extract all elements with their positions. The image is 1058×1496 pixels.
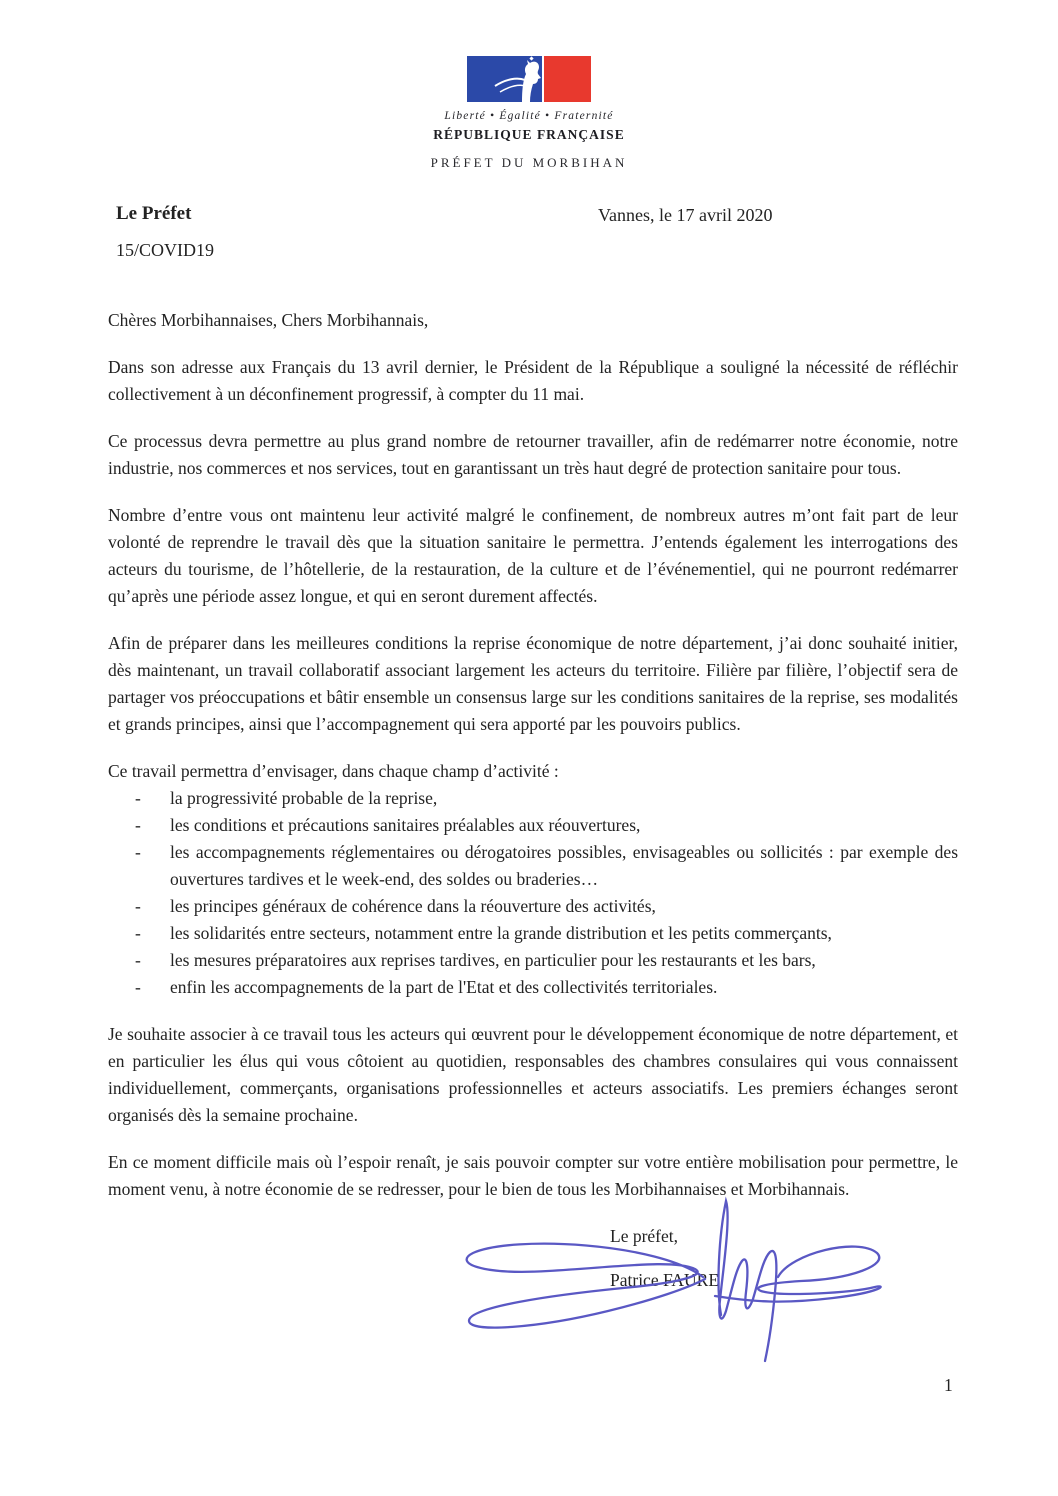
- list-item: [108, 812, 958, 839]
- list-item: [108, 974, 958, 1001]
- bullet-marker: -: [135, 950, 141, 971]
- bullet-marker: -: [135, 896, 141, 917]
- bullet-marker: -: [135, 923, 141, 944]
- republic-text: RÉPUBLIQUE FRANÇAISE: [433, 126, 625, 142]
- republique-francaise-marianne-logo-icon: [467, 56, 591, 107]
- list-item: [108, 947, 958, 974]
- letter-meta: [0, 203, 1058, 261]
- salutation: Chères Morbihannaises, Chers Morbihannais,: [108, 310, 429, 331]
- letterhead: [0, 0, 1058, 171]
- list-intro: Ce travail permettra d’envisager, dans chaque champ d’activité :: [108, 761, 559, 782]
- list-item: [108, 785, 958, 812]
- paragraph: Je souhaite associer à ce travail tous les acteurs qui œuvrent pour le développement économique de notre département, et en particulier les élus qui vous côtoient au quotidien, responsables des chambres consulaires qui vous connaissent individuellement, commerçants, organisations professionnelles et acteurs associatifs. Les premiers échanges seront organisés dès la semaine prochaine.: [108, 1024, 958, 1126]
- reference-number: 15/COVID19: [116, 240, 214, 261]
- list-item-text: les accompagnements réglementaires ou dérogatoires possibles, envisageables ou sollicités : par exemple des ouvertures tardives et le week-end, des soldes ou braderies…: [170, 842, 958, 890]
- bullet-marker: -: [135, 815, 141, 836]
- motto-text: Liberté • Égalité • Fraternité: [444, 110, 614, 123]
- place-date: Vannes, le 17 avril 2020: [598, 205, 773, 226]
- signer-name: Patrice FAURE: [610, 1270, 720, 1291]
- list-item-text: les principes généraux de cohérence dans la réouverture des activités,: [170, 896, 656, 917]
- bullet-marker: -: [135, 788, 141, 809]
- signature-block: [108, 1223, 958, 1398]
- list-item: [108, 893, 958, 920]
- list-item-text: la progressivité probable de la reprise,: [170, 788, 438, 809]
- prefecture-text: PRÉFET DU MORBIHAN: [430, 155, 628, 171]
- list-item: [108, 920, 958, 947]
- bullet-marker: -: [135, 842, 141, 863]
- list-item-text: les conditions et précautions sanitaires préalables aux réouvertures,: [170, 815, 641, 836]
- paragraph: En ce moment difficile mais où l’espoir renaît, je sais pouvoir compter sur votre entière mobilisation pour permettre, le moment venu, à notre économie de se redresser, pour le bien de tous les Morbihannaises et Morbihannais.: [108, 1152, 958, 1200]
- list-item-text: les mesures préparatoires aux reprises tardives, en particulier pour les restaurants et les bars,: [170, 950, 816, 971]
- paragraph: Nombre d’entre vous ont maintenu leur activité malgré le confinement, de nombreux autres m’ont fait part de leur volonté de reprendre le travail dès que la situation sanitaire le permettra. J’entends également les interrogations des acteurs du tourisme, de l’hôtellerie, de la restauration, de la culture et de l’événementiel, qui ne pourront redémarrer qu’après une période assez longue, et qui en seront durement affectés.: [108, 505, 958, 607]
- signature-title: Le préfet,: [610, 1226, 679, 1247]
- paragraph: Afin de préparer dans les meilleures conditions la reprise économique de notre département, j’ai donc souhaité initier, dès maintenant, un travail collaboratif associant largement les acteurs du territoire. Filière par filière, l’objectif sera de partager vos préoccupations et bâtir ensemble un consensus large sur les conditions sanitaires de la reprise, ses modalités et grands principes, ainsi que l’accompagnement qui sera apporté par les pouvoirs publics.: [108, 633, 958, 735]
- bullet-marker: -: [135, 977, 141, 998]
- letter-body: [0, 307, 1058, 1398]
- list-item-text: enfin les accompagnements de la part de l'Etat et des collectivités territoriales.: [170, 977, 718, 998]
- paragraph: Dans son adresse aux Français du 13 avril dernier, le Président de la République a souligné la nécessité de réfléchir collectivement à un déconfinement progressif, à compter du 11 mai.: [108, 357, 958, 405]
- bullet-list: [108, 785, 958, 1001]
- sender-title: Le Préfet: [116, 203, 192, 225]
- list-item-text: les solidarités entre secteurs, notamment entre la grande distribution et les petits commerçants,: [170, 923, 832, 944]
- page-number: 1: [944, 1375, 953, 1395]
- list-item: [108, 839, 958, 893]
- paragraph: Ce processus devra permettre au plus grand nombre de retourner travailler, afin de redémarrer notre économie, notre industrie, nos commerces et nos services, tout en garantissant un très haut degré de protection sanitaire pour tous.: [108, 431, 958, 479]
